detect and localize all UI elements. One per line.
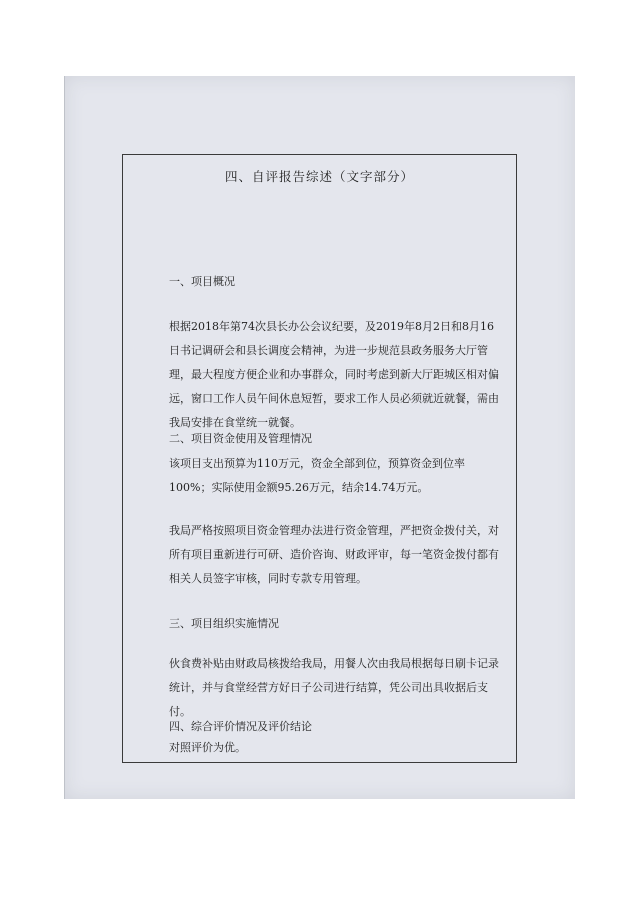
- section-3-paragraph: 伙食费补贴由财政局核拨给我局，用餐人次由我局根据每日刷卡记录统计，并与食堂经营方好日子公司进行结算，凭公司出具收据后支付。: [169, 657, 499, 718]
- section-2-heading: 二、项目资金使用及管理情况: [169, 432, 312, 445]
- report-title: 四、自评报告综述（文字部分）: [224, 169, 414, 184]
- section-1-paragraph: 根据2018年第74次县长办公会议纪要，及2019年8月2日和8月16日书记调研会和县长调度会精神，为进一步规范县政务服务大厅管理，最大程度方便企业和办事群众，同时考虑到新大厅距城区相对偏远，窗口工作人员午间休息短暂，要求工作人员必须就近就餐，需由我局安排在食堂统一就餐。: [169, 320, 499, 429]
- section-2-paragraph-2: 我局严格按照项目资金管理办法进行资金管理，严把资金拨付关，对所有项目重新进行可研、造价咨询、财政评审，每一笔资金拨付都有相关人员签字审核，同时专款专用管理。: [169, 524, 499, 585]
- scanned-page: [64, 76, 575, 799]
- report-frame: [122, 154, 517, 763]
- section-3-heading: 三、项目组织实施情况: [169, 617, 279, 630]
- section-4-paragraph: 对照评价为优。: [169, 741, 246, 754]
- section-4-heading: 四、综合评价情况及评价结论: [169, 720, 312, 733]
- section-1-heading: 一、项目概况: [169, 275, 235, 288]
- section-2-paragraph-1: 该项目支出预算为110万元，资金全部到位，预算资金到位率100%；实际使用金额95.26万元，结余14.74万元。: [169, 457, 465, 494]
